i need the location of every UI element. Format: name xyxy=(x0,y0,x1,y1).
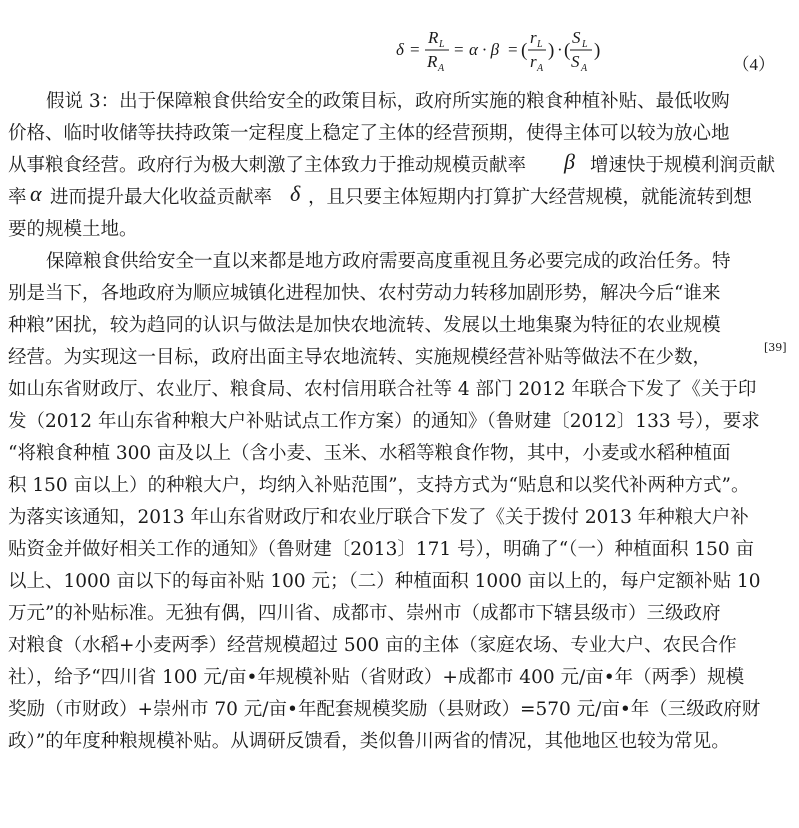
eq-r-num: r xyxy=(530,28,537,47)
text-line-16: 以上、1000 亩以下的每亩补贴 100 元；（二）种植面积 1000 亩以上的，每户定额补贴 10 xyxy=(8,571,761,592)
citation-39: [39] xyxy=(764,341,787,354)
text-line-10: 如山东省财政厅、农业厅、粮食局、农村信用联合社等 4 部门 2012 年联合下发了《关于印 xyxy=(8,379,757,400)
eq-s-den: S xyxy=(571,52,580,71)
eq-ratio-num: R xyxy=(428,28,439,47)
text-line-19: 社），给予“四川省 100 元/亩•年规模补贴（省财政）+成都市 400 元/亩•年（两季）规模 xyxy=(8,667,745,688)
text-line-18: 对粮食（水稻+小麦两季）经营规模超过 500 亩的主体（家庭农场、专业大户、农民合作 xyxy=(8,635,737,656)
eq-equals-3: = xyxy=(508,40,518,59)
eq-paren-close-2: ) xyxy=(594,40,601,61)
symbol-alpha: α xyxy=(30,181,42,206)
eq-r-den-sub: A xyxy=(537,63,544,72)
text-line-3b: 增速快于规模利润贡献 xyxy=(590,155,776,176)
eq-paren-close-1: ) xyxy=(548,40,555,61)
text-line-20: 奖励（市财政）+崇州市 70 元/亩•年配套规模奖励（县财政）=570 元/亩•年（三级政府财 xyxy=(8,699,761,720)
text-line-8: 种粮”困扰，较为趋同的认识与做法是加快农地流转、发展以土地集聚为特征的农业规模 xyxy=(8,315,721,336)
eq-r-num-sub: L xyxy=(537,39,543,50)
text-line-11: 发（2012 年山东省种粮大户补贴试点工作方案）的通知》（鲁财建〔2012〕133 号），要求 xyxy=(8,411,760,432)
eq-ratio-den-sub: A xyxy=(438,63,445,72)
eq-alpha-beta: α · β xyxy=(469,40,500,59)
text-line-4c: ，且只要主体短期内打算扩大经营规模，就能流转到想 xyxy=(308,187,753,208)
eq-ratio-num-sub: L xyxy=(439,39,445,50)
eq-lhs-delta: δ xyxy=(396,40,404,59)
eq-dot: · xyxy=(557,40,563,59)
text-line-5: 要的规模土地。 xyxy=(8,219,138,240)
equation-number: （4） xyxy=(732,55,775,74)
equation-formula xyxy=(0,14,640,72)
text-line-21: 政）”的年度种粮规模补贴。从调研反馈看，类似鲁川两省的情况，其他地区也较为常见。 xyxy=(8,731,730,752)
eq-paren-open-1: ( xyxy=(521,40,528,61)
eq-paren-open-2: ( xyxy=(564,40,571,61)
equation-4 xyxy=(0,14,799,72)
text-line-4b: 进而提升最大化收益贡献率 xyxy=(50,187,273,208)
text-line-1: 假说 3：出于保障粮食供给安全的政策目标，政府所实施的粮食种植补贴、最低收购 xyxy=(46,91,730,112)
eq-ratio-den: R xyxy=(427,52,438,71)
text-line-13: 积 150 亩以上）的种粮大户，均纳入补贴范围”，支持方式为“贴息和以奖代补两种方式”。 xyxy=(8,475,750,496)
symbol-delta: δ xyxy=(290,181,301,206)
text-line-3: 从事粮食经营。政府行为极大刺激了主体致力于推动规模贡献率 xyxy=(8,155,527,176)
text-line-7: 别是当下，各地政府为顺应城镇化进程加快、农村劳动力转移加剧形势，解决今后“谁来 xyxy=(8,283,721,304)
symbol-beta: β xyxy=(564,149,575,174)
text-line-12: “将粮食种植 300 亩及以上（含小麦、玉米、水稻等粮食作物，其中，小麦或水稻种植面 xyxy=(8,443,731,464)
text-line-15: 贴资金并做好相关工作的通知》（鲁财建〔2013〕171 号），明确了“（一）种植面积 150 亩 xyxy=(8,539,755,560)
text-line-17: 万元”的补贴标准。无独有偶，四川省、成都市、崇州市（成都市下辖县级市）三级政府 xyxy=(8,603,721,624)
text-line-14: 为落实该通知，2013 年山东省财政厅和农业厅联合下发了《关于拨付 2013 年种粮大户补 xyxy=(8,507,749,528)
eq-r-den: r xyxy=(530,52,537,71)
eq-s-den-sub: A xyxy=(581,63,588,72)
eq-equals-1: = xyxy=(410,40,420,59)
eq-s-num-sub: L xyxy=(582,39,588,50)
eq-s-num: S xyxy=(572,28,581,47)
text-line-4a: 率 xyxy=(8,187,27,208)
text-line-6: 保障粮食供给安全一直以来都是地方政府需要高度重视且务必要完成的政治任务。特 xyxy=(46,251,731,272)
text-line-2: 价格、临时收储等扶持政策一定程度上稳定了主体的经营预期，使得主体可以较为放心地 xyxy=(8,123,730,144)
eq-equals-2: = xyxy=(454,40,464,59)
text-line-9: 经营。为实现这一目标，政府出面主导农地流转、实施规模经营补贴等做法不在少数， xyxy=(8,347,712,368)
